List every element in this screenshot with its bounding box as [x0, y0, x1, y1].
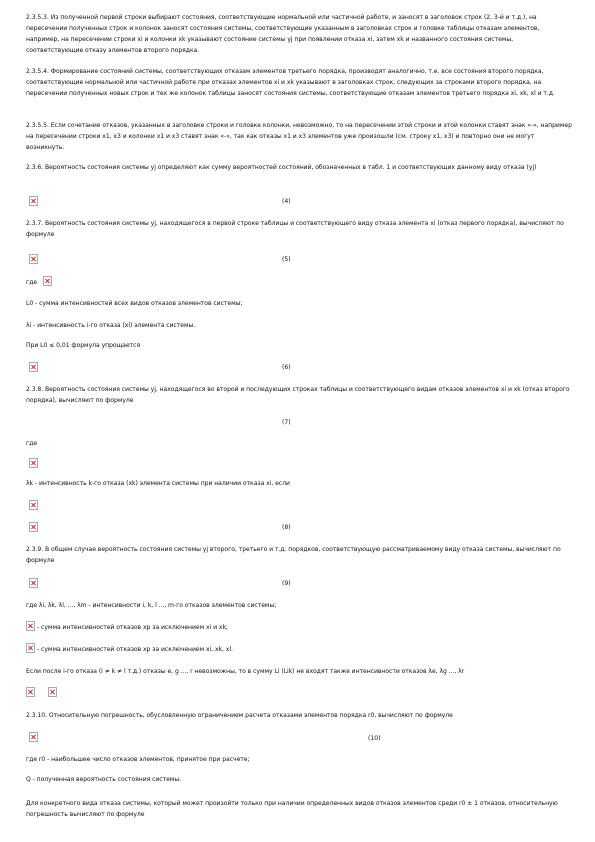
equation-number-10: (10)	[368, 735, 381, 742]
equation-number-5: (5)	[282, 256, 291, 263]
broken-image-icon	[29, 254, 38, 264]
equation-number-7: (7)	[282, 419, 291, 426]
paragraph-lambda-k-definition: λk - интенсивность k-го отказа (xk) элемента системы при наличии отказа xi, если	[26, 480, 290, 487]
equation-number-8: (8)	[282, 524, 291, 531]
paragraph-2-3-9: 2.3.9. В общем случае вероятность состояния системы yj второго, третьего и т.д. порядков, соответствующую рассматриваемому виду отказа системы, вычисляют по формуле	[26, 546, 561, 564]
paragraph-lambda-i-definition: λi - интенсивность i-го отказа (xi) элемента системы.	[26, 322, 196, 329]
broken-image-icon	[48, 687, 57, 697]
paragraph-impossible-failures: Если после i-го отказа (i ≠ k ≠ l т.д.) отказы e, g ..., r невозможны, то в сумму Li (Lik) не входят также интенсивности отказов λe, λg ..., λr	[26, 668, 465, 675]
paragraph-l0-definition: L0 - сумма интенсивностей всех видов отказов элементов системы;	[26, 300, 243, 307]
broken-image-icon	[29, 578, 38, 588]
broken-image-icon	[29, 458, 38, 468]
broken-image-icon	[29, 196, 38, 206]
broken-image-icon	[29, 732, 38, 742]
broken-image-icon	[29, 522, 38, 532]
equation-number-4: (4)	[282, 198, 291, 205]
paragraph-q-definition: Q - полученная вероятность состояния системы.	[26, 776, 182, 783]
paragraph-2-3-7: 2.3.7. Вероятность состояния системы yj, находящегося в первой строке таблицы и соответствующего виду отказа элемента xi (отказ первого порядка), вычисляют по формуле	[26, 220, 564, 238]
where-label: где	[26, 279, 38, 286]
paragraph-2-3-8: 2.3.8. Вероятность состояния системы yj, находящегося во второй и последующих строках таблицы и соответствующего видам отказов элементов xi и xk (отказ второго порядка), вычисляют по формуле	[26, 386, 570, 404]
broken-image-icon	[43, 276, 52, 286]
paragraph-specific-failure: Для конкретного вида отказа системы, который может произойти только при наличии определенных видов отказов элементов среди r0 ± 1 отказов, относительную погрешность вычисляют по формуле	[26, 800, 558, 818]
broken-image-icon	[26, 621, 35, 631]
paragraph-2-3-5-4: 2.3.5.4. Формирование состояний системы, соответствующих отказам элементов третьего порядка, производят аналогично, т.е. все состояния второго порядка, соответствующие нормальной или частичной работе при отказах элементов xi и xk указывают в заголовках строк, следующих за строками второго порядка, на пересечении полученных новых строк и тех же колонок таблицы заносят состояния системы, соответствующие отказам элементов третьего порядка xi, xk, xl и т.д.	[26, 68, 555, 97]
paragraph-sum-excluding-xi-xk: - сумма интенсивностей отказов xp за исключением xi и xk;	[37, 624, 228, 631]
paragraph-2-3-10: 2.3.10. Относительную погрешность, обусловленную ограничением расчета отказами элементов порядка r0, вычисляют по формуле	[26, 712, 453, 719]
paragraph-simplification: При L0 ≤ 0,01 формула упрощается	[26, 342, 141, 349]
where-label: где	[26, 440, 38, 447]
paragraph-sum-excluding-xi-xk-xl: - сумма интенсивностей отказов xp за исключением xi, xk, xl.	[37, 646, 233, 653]
broken-image-icon	[26, 643, 35, 653]
paragraph-r0-definition: где r0 - наибольшее число отказов элементов, принятое при расчете;	[26, 756, 250, 763]
broken-image-icon	[26, 687, 35, 697]
broken-image-icon	[29, 362, 38, 372]
equation-number-6: (6)	[282, 364, 291, 371]
paragraph-2-3-5-5: 2.3.5.5. Если сочетание отказов, указанных в заголовке строки и головке колонки, невозможно, то на пересечении этой строки и этой колонки ставят знак «-», например на пересечении строки x1, x3 и колонки x1 и x3 ставят знак «-», так как отказы x1 и x3 элементов уже произошли (см. строку x1, x3) и повторно они не могут возникнуть.	[26, 122, 572, 151]
paragraph-lambdas-definition: где λi, λk, λl, ..., λm - интенсивности i, k, l ..., m-го отказов элементов системы;	[26, 602, 277, 609]
equation-number-9: (9)	[282, 580, 291, 587]
paragraph-2-3-6: 2.3.6. Вероятность состояния системы yj определяют как сумму вероятностей состояний, обозначенных в табл. 1 и соответствующих данному виду отказа (yj)	[26, 164, 537, 171]
broken-image-icon	[29, 500, 38, 510]
paragraph-2-3-5-3: 2.3.5.3. Из полученной первой строки выбирают состояния, соответствующие нормальной или частичной работе, и заносят в заголовок строк (2, 3-й и т.д.), на пересечении полученных строк и колонок заносят состояния системы, соответствующие указанным в заголовках строк и головке таблицы отказам элементов, например, на пересечении строки xi и колонки xk указывают состояние системы yj при появлении отказа xi, затем xk и названного состояния системы, соответствующие отказу элементов второго порядка.	[26, 14, 540, 54]
